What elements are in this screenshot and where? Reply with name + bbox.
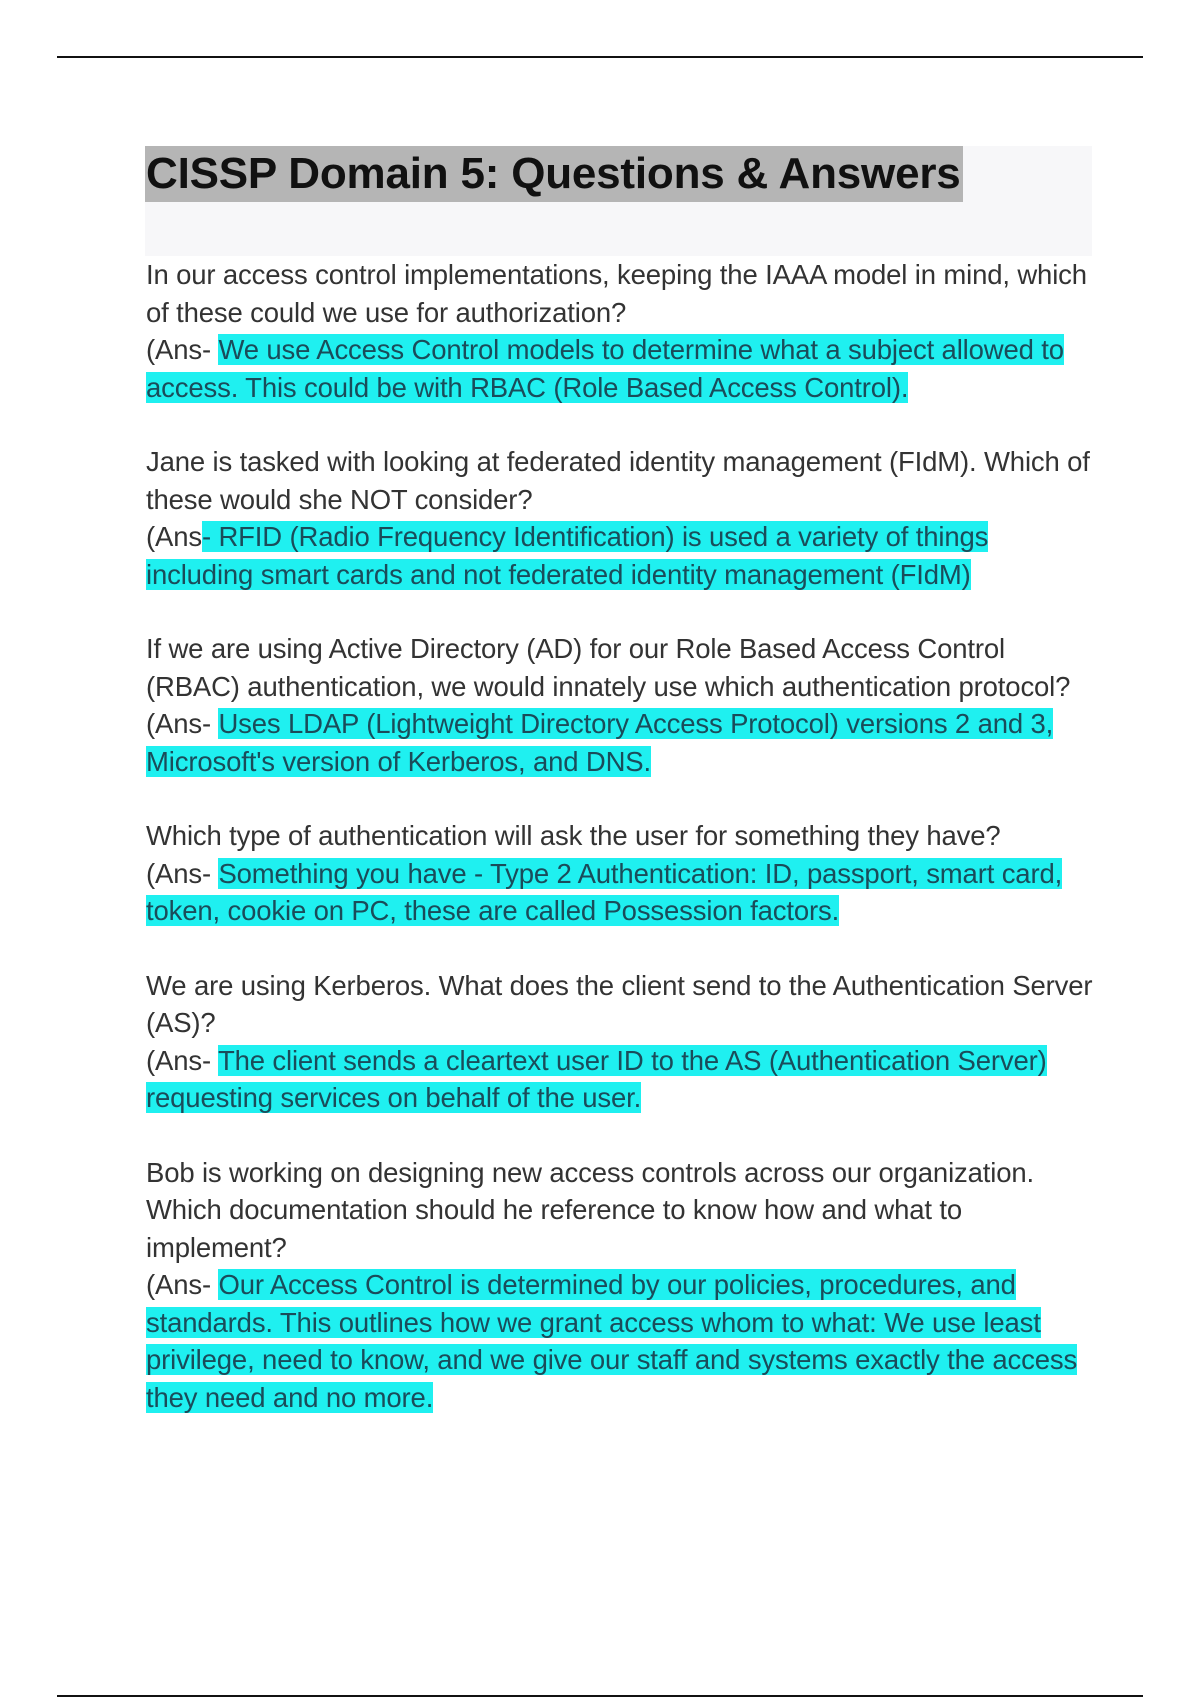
question-text: Bob is working on designing new access controls across our organization. Which documentation should he reference to know how and what to implement?: [146, 1156, 1035, 1263]
question-text: Jane is tasked with looking at federated identity management (FIdM). Which of these would she NOT consider?: [146, 446, 1090, 515]
document-title: CISSP Domain 5: Questions & Answers: [145, 146, 963, 202]
question-text: We are using Kerberos. What does the client send to the Authentication Server (AS)?: [146, 969, 1093, 1038]
answer-line: [146, 855, 1094, 930]
qa-item: [146, 256, 1094, 406]
answer-line: [146, 518, 1094, 593]
qa-item: [146, 817, 1094, 930]
qa-item: [146, 1154, 1094, 1417]
answer-text: We use Access Control models to determine what a subject allowed to access. This could be with RBAC (Role Based Access Control).: [146, 334, 1064, 403]
title-block: [145, 146, 1092, 256]
qa-item: [146, 967, 1094, 1117]
answer-prefix: (Ans-: [146, 857, 219, 889]
answer-prefix: (Ans-: [146, 708, 219, 739]
question-text: In our access control implementations, keeping the IAAA model in mind, which of these could we use for authorization?: [146, 259, 1087, 328]
question-text: If we are using Active Directory (AD) for our Role Based Access Control (RBAC) authentication, we would innately use which authentication protocol?: [146, 633, 1071, 702]
answer-prefix: (Ans-: [146, 334, 219, 365]
qa-list: [146, 256, 1094, 1416]
question-text: Which type of authentication will ask the user for something they have?: [146, 820, 1001, 851]
answer-text: The client sends a cleartext user ID to the AS (Authentication Server) requesting services on behalf of the user.: [146, 1044, 1047, 1113]
bottom-rule: [57, 1695, 1143, 1697]
top-rule: [57, 56, 1143, 58]
answer-prefix: (Ans: [146, 521, 202, 552]
answer-text: Something you have - Type 2 Authentication: ID, passport, smart card, token, cookie on PC, these are called Possession factors.: [146, 857, 1063, 926]
answer-text: Our Access Control is determined by our policies, procedures, and standards. This outlines how we grant access whom to what: We use least privilege, need to know, and we give our staff and systems exactly the access they need and no more.: [146, 1269, 1078, 1413]
answer-line: [146, 1266, 1094, 1416]
answer-prefix: (Ans-: [146, 1269, 219, 1300]
answer-text: Uses LDAP (Lightweight Directory Access Protocol) versions 2 and 3, Microsoft's version of Kerberos, and DNS.: [146, 708, 1054, 777]
answer-line: [146, 1042, 1094, 1117]
answer-prefix: (Ans-: [146, 1044, 218, 1076]
qa-item: [146, 630, 1094, 780]
answer-line: [146, 705, 1094, 780]
document-page: [146, 146, 1094, 1416]
qa-item: [146, 443, 1094, 593]
answer-text: - RFID (Radio Frequency Identification) is used a variety of things including smart cards and not federated identity management (FIdM): [146, 521, 989, 590]
answer-line: [146, 331, 1094, 406]
